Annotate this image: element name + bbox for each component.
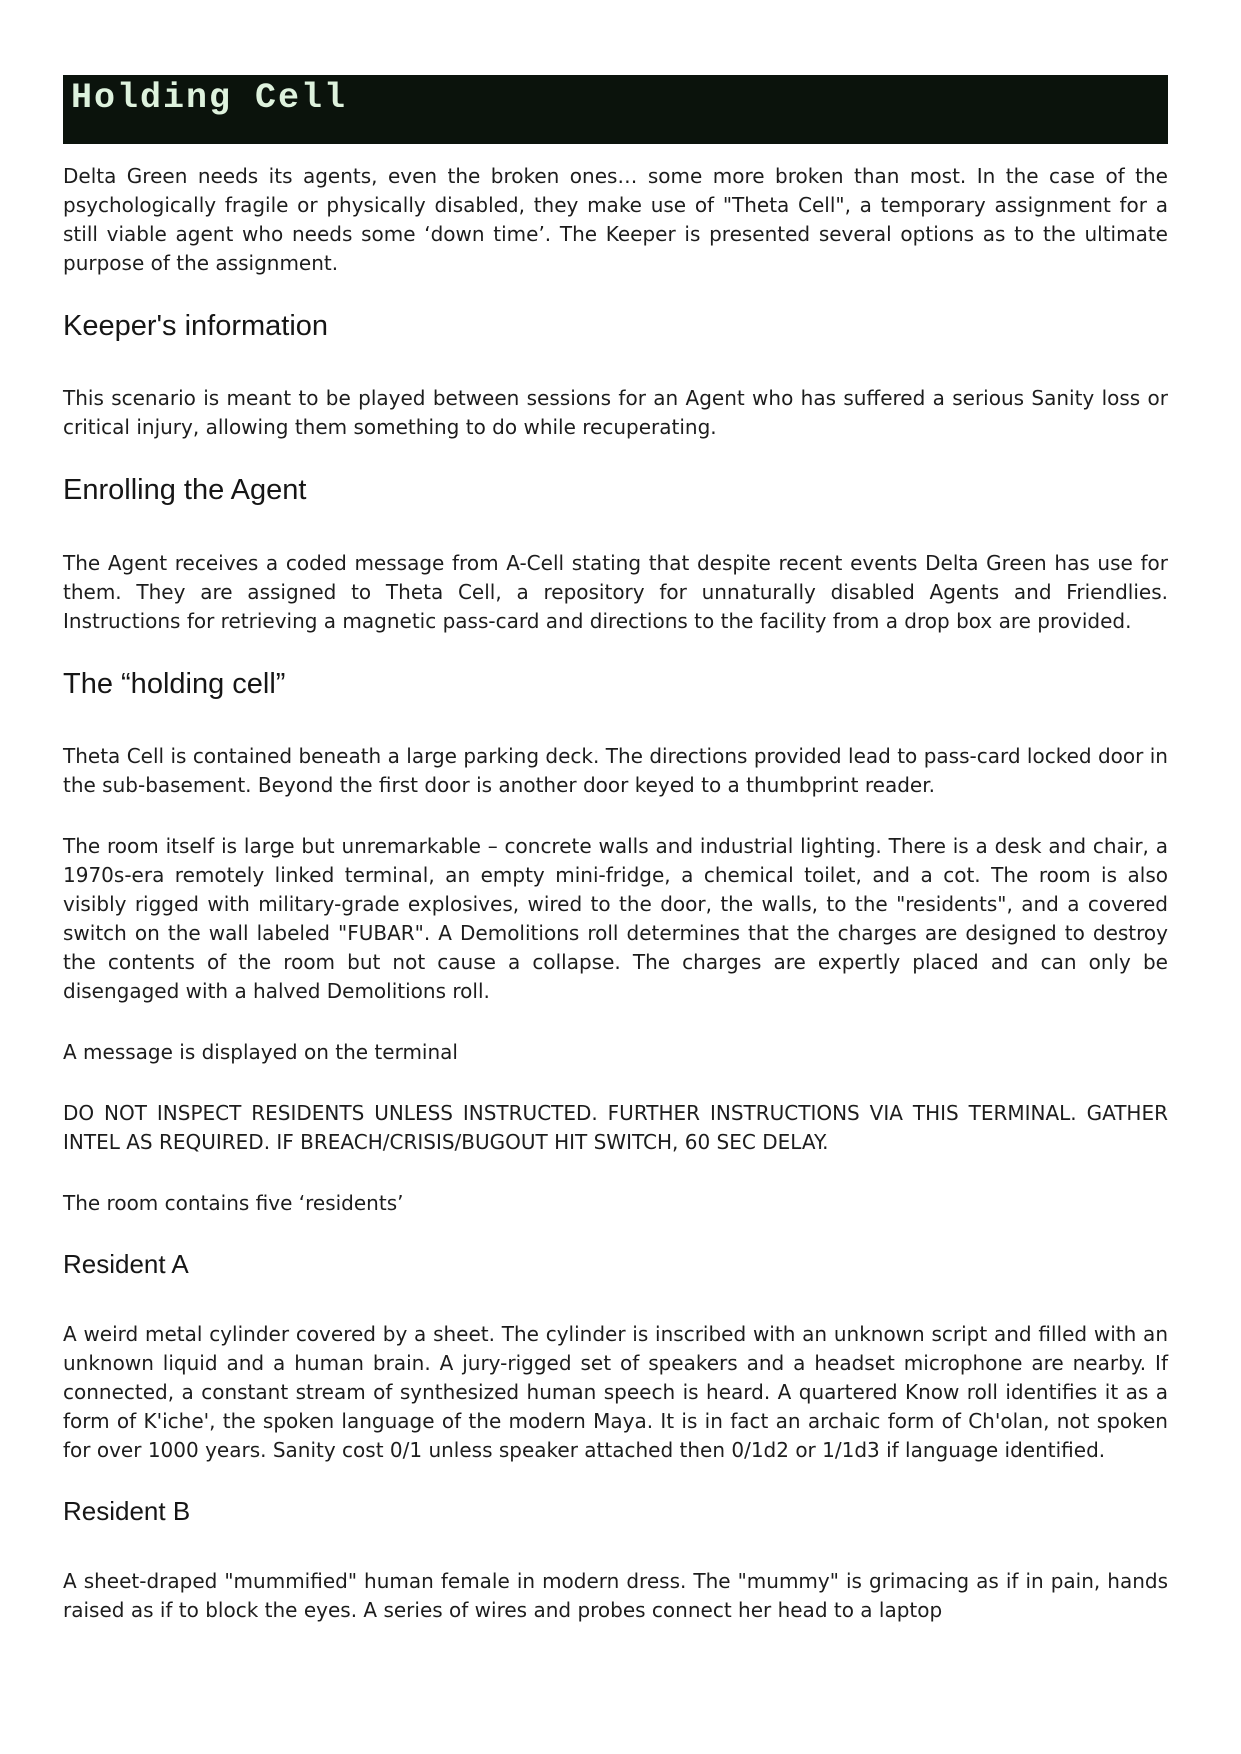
heading-resident-b: Resident B [63,1495,191,1526]
heading-enrolling-the-agent: Enrolling the Agent [63,474,307,507]
intro-paragraph: Delta Green needs its agents, even the broken ones… some more broken than most. In the case of the psychologically fragile or physically disabled, they make use of "Theta Cell", a temporary assignment for a still viable agent who needs some ‘down time’. The Keeper is presented several options as to the ultimate purpose of the assignment. [63,164,1168,275]
heading-resident-a: Resident A [63,1249,189,1280]
paragraph-resident-a: A weird metal cylinder covered by a sheet. The cylinder is inscribed with an unknown script and filled with an unknown liquid and a human brain. A jury-rigged set of speakers and a headset microphone are nearby. If connected, a constant stream of synthesized human speech is heard. A quartered Know roll identifies it as a form of K'iche', the spoken language of the modern Maya. It is in fact an archaic form of Ch'olan, not spoken for over 1000 years. Sanity cost 0/1 unless speaker attached then 0/1d2 or 1/1d3 if language identified. [63,1321,1168,1462]
paragraph-resident-b: A sheet-draped "mummified" human female in modern dress. The "mummy" is grimacing as if in pain, hands raised as if to block the eyes. A series of wires and probes connect her head to a laptop [63,1568,1168,1622]
paragraph-enrolling-the-agent: The Agent receives a coded message from A-Cell stating that despite recent events Delta Green has use for them. They are assigned to Theta Cell, a repository for unnaturally disabled Agents and Friendlies. Instructions for retrieving a magnetic pass-card and directions to the facility from a drop box are provided. [63,550,1168,633]
paragraph-residents-count: The room contains five ‘residents’ [63,1191,404,1216]
paragraph-holding-cell-location: Theta Cell is contained beneath a large parking deck. The directions provided lead to pass-card locked door in the sub-basement. Beyond the first door is another door keyed to a thumbprint reader. [63,744,1168,798]
paragraph-keepers-information: This scenario is meant to be played between sessions for an Agent who has suffered a serious Sanity loss or critical injury, allowing them something to do while recuperating. [63,386,1168,440]
paragraph-room-description: The room itself is large but unremarkable – concrete walls and industrial lighting. There is a desk and chair, a 1970s-era remotely linked terminal, an empty mini-fridge, a chemical toilet, and a cot. The room is also visibly rigged with military-grade explosives, wired to the door, the walls, to the "residents", and a covered switch on the wall labeled "FUBAR". A Demolitions roll determines that the charges are designed to destroy the contents of the room but not cause a collapse. The charges are expertly placed and can only be disengaged with a halved Demolitions roll. [63,834,1168,1004]
page-title: Holding Cell [63,75,1168,144]
paragraph-terminal-intro: A message is displayed on the terminal [63,1040,458,1065]
paragraph-terminal-message: DO NOT INSPECT RESIDENTS UNLESS INSTRUCTED. FURTHER INSTRUCTIONS VIA THIS TERMINAL. GATHER INTEL AS REQUIRED. IF BREACH/CRISIS/BUGOUT HIT SWITCH, 60 SEC DELAY. [63,1101,1168,1155]
heading-keepers-information: Keeper's information [63,310,329,342]
heading-the-holding-cell: The “holding cell” [63,667,286,700]
